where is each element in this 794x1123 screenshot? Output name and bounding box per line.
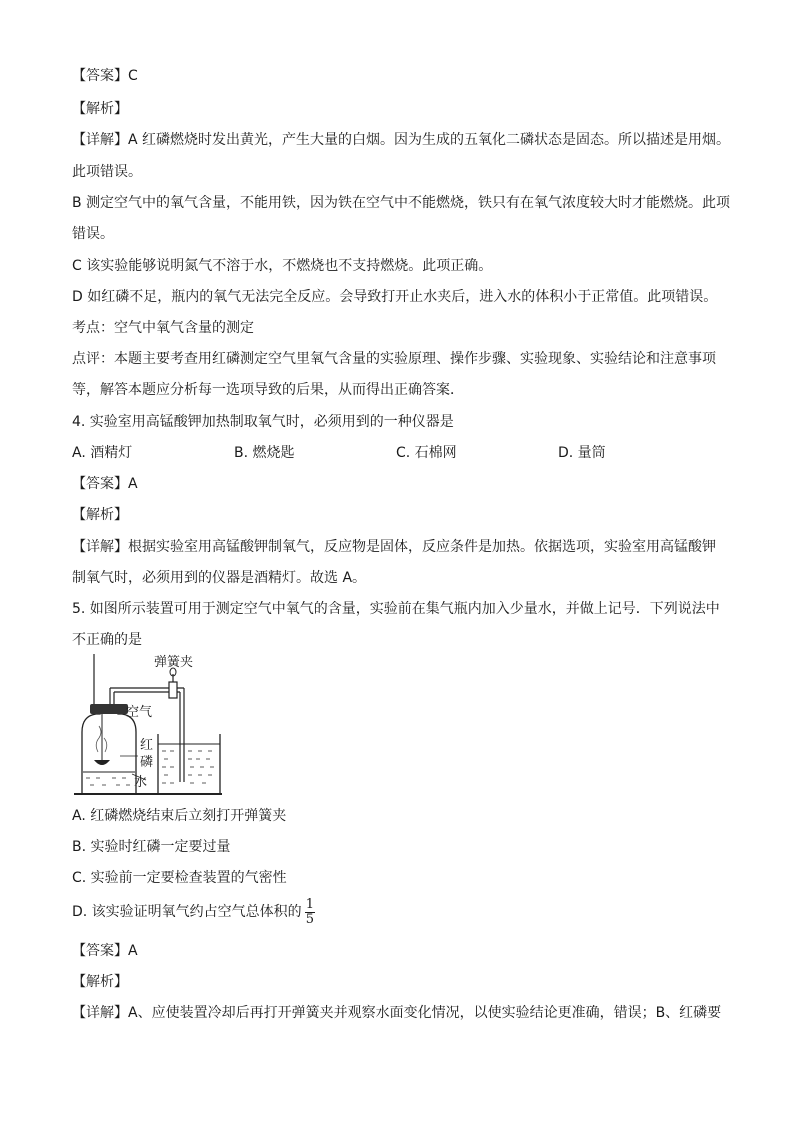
fraction-one-fifth [305,898,315,927]
jar-water [86,778,130,785]
detail-tag: 【详解】 [72,132,128,148]
label-air: 空气 [126,705,153,720]
q3-detail-c-line: C 该实验能够说明氮气不溶于水，不燃烧也不支持燃烧。此项正确。 [72,258,493,274]
q3-dianping-line1: 点评：本题主要考查用红磷测定空气里氧气含量的实验原理、操作步骤、实验现象、实验结论和注意事项 [72,351,716,367]
q3-dianping-line2: 等，解答本题应分析每一选项导致的后果，从而得出正确答案． [72,382,464,398]
option-d-text: D. 该实验证明氧气约占空气总体积的 [72,904,302,920]
q4-option-d: D. 量筒 [558,445,606,461]
stopper [90,704,128,714]
detail-text: 根据实验室用高锰酸钾制氧气，反应物是固体，反应条件是加热。依据选项，实验室用高锰酸钾 [128,539,716,555]
q3-detail-d-line: D 如红磷不足，瓶内的氧气无法完全反应。会导致打开止水夹后，进入水的体积小于正常值。此项错误。 [72,289,718,305]
q5-option-c: C. 实验前一定要检查装置的气密性 [72,870,287,886]
detail-tag: 【详解】 [72,539,128,555]
q3-answer-line [72,67,138,85]
q5-detail-line1 [72,1004,721,1022]
answer-tag: 【答案】 [72,68,128,84]
q4-detail-line2: 制氧气时，必须用到的仪器是酒精灯。故选 A。 [72,570,367,586]
q3-kaodian: 考点：空气中氧气含量的测定 [72,320,254,336]
q5-analysis-tag: 【解析】 [72,974,128,990]
q3-detail-b-line1: B 测定空气中的氧气含量，不能用铁，因为铁在空气中不能燃烧，铁只有在氧气浓度较大时才能燃烧。此项 [72,195,731,211]
q4-answer-line [72,475,138,493]
red-phosphorus-spoon [94,760,110,765]
detail-text: A、应使装置冷却后再打开弹簧夹并观察水面变化情况，以使实验结论更准确，错误；B、红磷要 [128,1005,722,1021]
answer-value: A [128,476,138,492]
beaker [158,734,220,794]
q5-option-b: B. 实验时红磷一定要过量 [72,839,231,855]
label-red-2: 磷 [140,755,154,770]
q4-option-c: C. 石棉网 [396,445,457,461]
label-water: 水 [134,775,148,790]
q4-option-b: B. 燃烧匙 [234,445,295,461]
q4-option-a: A. 酒精灯 [72,445,133,461]
q4-options [72,444,722,462]
answer-value: C [128,68,138,84]
fraction-denominator: 5 [305,911,314,927]
answer-tag: 【答案】 [72,476,128,492]
label-spring-clamp: 弹簧夹 [154,655,194,670]
q4-stem: 4. 实验室用高锰酸钾加热制取氧气时，必须用到的一种仪器是 [72,414,454,430]
q4-detail-line1 [72,538,716,556]
q3-detail-b-line2: 错误。 [72,226,114,242]
q5-stem-line2: 不正确的是 [72,632,142,648]
q4-analysis-tag: 【解析】 [72,507,128,523]
answer-value: A [128,943,138,959]
q5-option-d [72,897,315,927]
spring-clamp [169,682,177,698]
q3-analysis-tag: 【解析】 [72,101,128,117]
answer-tag: 【答案】 [72,943,128,959]
gas-jar [82,710,136,794]
q5-stem-line1: 5. 如图所示装置可用于测定空气中氧气的含量，实验前在集气瓶内加入少量水，并做上记号．下列说法中 [72,601,720,617]
detail-text: A 红磷燃烧时发出黄光，产生大量的白烟。因为生成的五氧化二磷状态是固态。所以描述是用烟。 [128,132,731,148]
q3-detail-a-line2: 此项错误。 [72,164,142,180]
q5-answer-line [72,942,138,960]
beaker-water [162,751,214,783]
label-red-1: 红 [140,738,154,753]
fraction-numerator: 1 [305,896,314,912]
detail-tag: 【详解】 [72,1005,128,1021]
apparatus-figure [72,652,232,800]
q3-detail-a-line1 [72,131,730,149]
q5-option-a: A. 红磷燃烧结束后立刻打开弹簧夹 [72,808,287,824]
